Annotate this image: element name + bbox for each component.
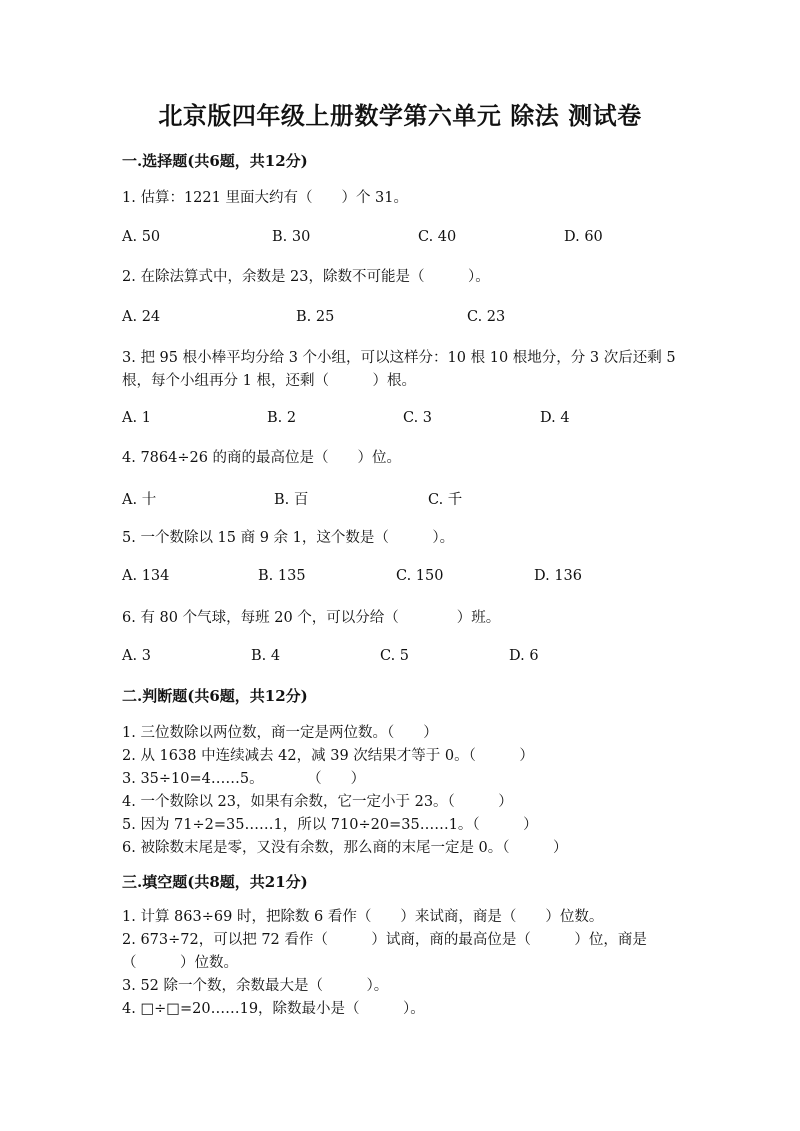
list-item: 4. 一个数除以 23，如果有余数，它一定小于 23。（ ） bbox=[122, 794, 513, 810]
option: B. 30 bbox=[272, 229, 311, 245]
list-item: 1. 计算 863÷69 时，把除数 6 看作（ ）来试商，商是（ ）位数。 bbox=[122, 909, 604, 925]
option: D. 4 bbox=[540, 410, 570, 426]
section-heading-choice: 一.选择题(共6题，共12分) bbox=[122, 152, 308, 170]
option: B. 25 bbox=[296, 309, 335, 325]
list-item: 5. 因为 71÷2=35……1，所以 710÷20=35……1。（ ） bbox=[122, 817, 538, 833]
question-text: 5. 一个数除以 15 商 9 余 1，这个数是（ ）。 bbox=[122, 530, 455, 546]
question-text: 6. 有 80 个气球，每班 20 个，可以分给（ ）班。 bbox=[122, 610, 501, 626]
option: A. 3 bbox=[122, 648, 151, 664]
question-text: 3. 把 95 根小棒平均分给 3 个小组，可以这样分：10 根 10 根地分，分 3 次后还剩 5 根，每个小组再分 1 根，还剩（ ）根。 bbox=[122, 350, 676, 389]
question-text: 1. 估算：1221 里面大约有（ ）个 31。 bbox=[122, 190, 409, 206]
list-item: 4. □÷□=20……19，除数最小是（ ）。 bbox=[122, 1001, 425, 1017]
page-title: 北京版四年级上册数学第六单元 除法 测试卷 bbox=[158, 101, 642, 130]
option: D. 6 bbox=[509, 648, 539, 664]
option: B. 4 bbox=[251, 648, 281, 664]
option: C. 23 bbox=[467, 309, 506, 325]
option: C. 40 bbox=[418, 229, 457, 245]
option: A. 1 bbox=[122, 410, 151, 426]
list-item: 1. 三位数除以两位数，商一定是两位数。（ ） bbox=[122, 725, 438, 741]
option: B. 2 bbox=[267, 410, 297, 426]
option: A. 十 bbox=[122, 492, 157, 508]
list-item: 2. 673÷72，可以把 72 看作（ ）试商，商的最高位是（ ）位，商是（ ）位数。 bbox=[122, 932, 647, 971]
list-item: 6. 被除数末尾是零，又没有余数，那么商的末尾一定是 0。（ ） bbox=[122, 840, 568, 856]
option: C. 150 bbox=[396, 568, 444, 584]
question-text: 2. 在除法算式中，余数是 23，除数不可能是（ ）。 bbox=[122, 269, 490, 285]
option: A. 24 bbox=[122, 309, 161, 325]
option: C. 5 bbox=[380, 648, 410, 664]
option: B. 百 bbox=[274, 492, 309, 508]
option: A. 50 bbox=[122, 229, 161, 245]
option: B. 135 bbox=[258, 568, 306, 584]
section-heading-judge: 二.判断题(共6题，共12分) bbox=[122, 687, 308, 705]
option: A. 134 bbox=[122, 568, 170, 584]
option: D. 60 bbox=[564, 229, 603, 245]
option: C. 3 bbox=[403, 410, 433, 426]
list-item: 2. 从 1638 中连续减去 42，减 39 次结果才等于 0。（ ） bbox=[122, 748, 534, 764]
question-text: 4. 7864÷26 的商的最高位是（ ）位。 bbox=[122, 450, 402, 466]
option: C. 千 bbox=[428, 492, 463, 508]
section-heading-fill: 三.填空题(共8题，共21分) bbox=[122, 873, 308, 891]
list-item: 3. 52 除一个数，余数最大是（ ）。 bbox=[122, 978, 389, 994]
list-item: 3. 35÷10=4……5。 （ ） bbox=[122, 771, 366, 787]
option: D. 136 bbox=[534, 568, 583, 584]
